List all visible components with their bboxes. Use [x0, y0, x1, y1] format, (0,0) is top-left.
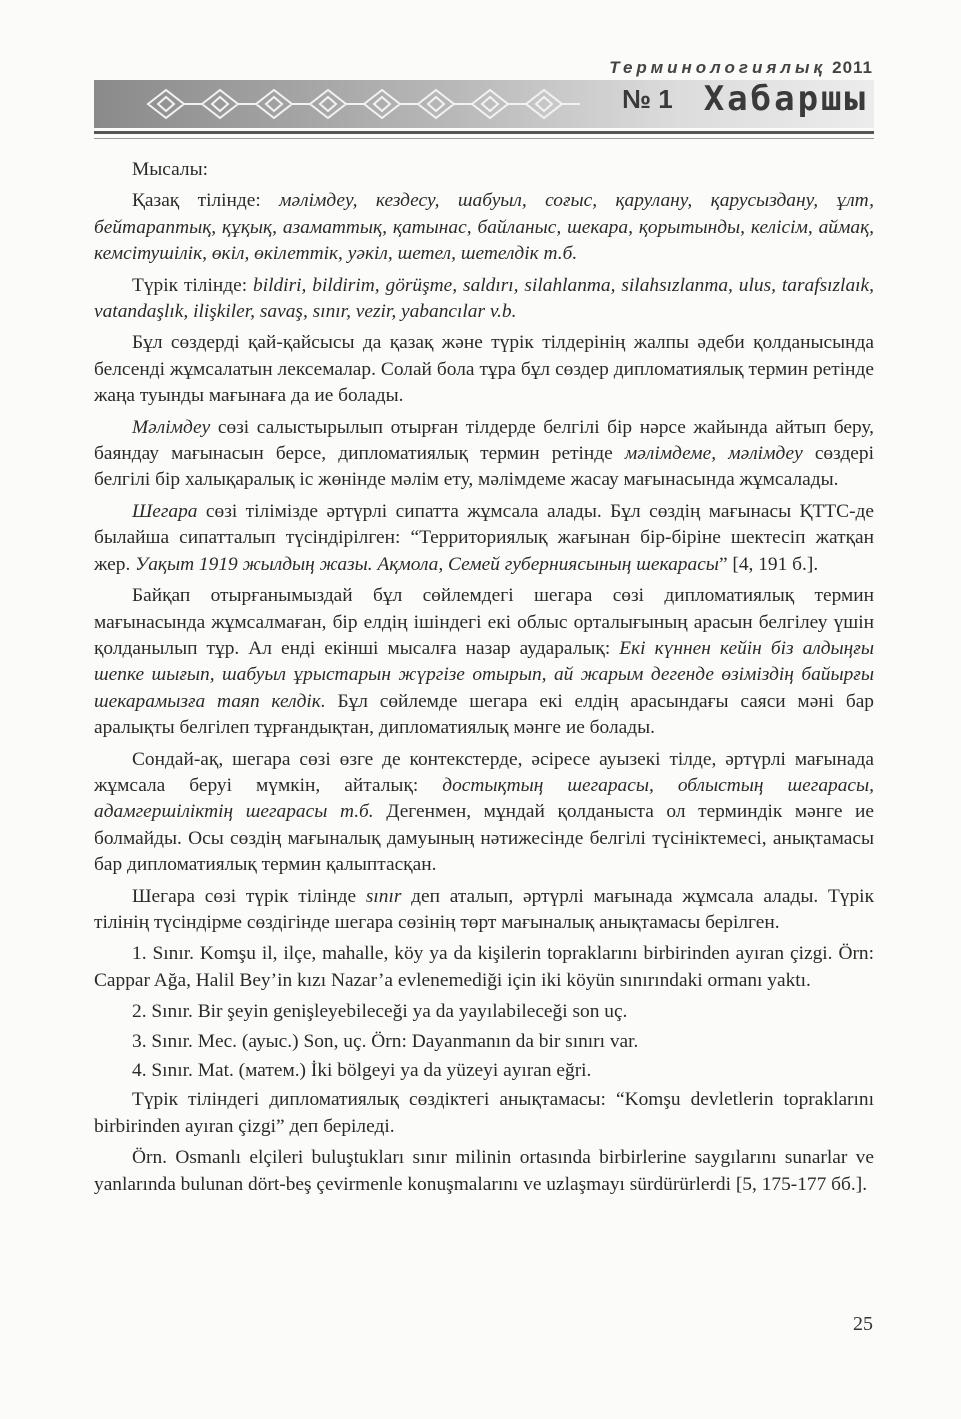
ornament-pattern-icon — [144, 86, 604, 122]
paragraph: Қазақ тілінде: мәлімдеу, кездесу, шабуыл, соғыс, қарулану, қарусыздану, ұлт, бейтараптық, құқық, азаматтық, қатынас, байланыс, шекара, қорытынды, келісім, аймақ, кемсітушілік, өкіл, өкілеттік, уәкіл, шетел, шетелдік т.б. — [94, 190, 874, 265]
list-item: 3. Sınır. Mec. (ауыс.) Son, uç. Örn: Dayanmanın da bir sınırı var. — [132, 1030, 639, 1052]
paragraph: Мәлімдеу сөзі салыстырылып отырған тілдерде белгілі бір нәрсе жайында айтып беру, баяндау мағынасын берсе, дипломатиялық термин ретінде мәлімдеме, мәлімдеу сөздері белгілі бір халықаралық іс жөнінде мәлім ету, мәлімдеме жасау мағынасында жұмсалады. — [94, 416, 874, 491]
list-item: 2. Sınır. Bir şeyin genişleyebileceği ya da yayılabileceği son uç. — [132, 1001, 628, 1023]
issue-year: 2011 — [832, 58, 873, 77]
header-rule-thin — [94, 138, 874, 139]
issue-number: № 1 — [622, 84, 673, 114]
journal-title: Хабаршы — [703, 80, 868, 119]
running-header-series — [609, 58, 873, 78]
header-banner — [94, 80, 874, 128]
list-item: 1. Sınır. Komşu il, ilçe, mahalle, köy ya da kişilerin topraklarını birbirinden ayıran çizgi. Örn: Cappar Ağa, Halil Bey’in kızı Nazar’a evlenemediği için iki köyün sınırındaki ormanı yaktı. — [94, 943, 874, 991]
paragraph: Мысалы: — [132, 159, 208, 180]
paragraph: Шегара сөзі тілімізде әртүрлі сипатта жұмсала алады. Бұл сөздің мағынасы ҚТТС-де былайша сипатталып түсіндірілген: “Территориялық жағынан бір-біріне шектесіп жатқан жер. Уақыт 1919 жылдың жазы. Ақмола, Семей губерниясының шекарасы” [4, 191 б.]. — [94, 500, 874, 575]
paragraph: Түрік тілінде: bildiri, bildirim, görüşme, saldırı, silahlanma, silahsızlanma, ulus, tarafsızlaık, vatandaşlık, ilişkiler, savaş, sınır, vezir, yabancılar v.b. — [94, 274, 874, 323]
header-rule — [94, 131, 874, 134]
paragraph: Шегара сөзі түрік тілінде sınır деп аталып, әртүрлі мағынада жұмсала алады. Түрік тілінің түсіндірме сөздігінде шегара сөзінің төрт мағыналық анықтамасы берілген. — [94, 885, 874, 933]
paragraph: Сондай-ақ, шегара сөзі өзге де контекстерде, әсіресе ауызекі тілде, әртүрлі мағынада жұмсала беруі мүмкін, айталық: достықтың шегарасы, облыстың шегарасы, адамгершіліктің шегарасы т.б. Дегенмен, мұндай қолданыста ол терминдік мәнге ие болмайды. Осы сөздің мағыналық дамуының нәтижесінде белгілі түсініктемесі, анықтамасы бар дипломатиялық термин қалыптасқан. — [94, 748, 874, 876]
paragraph: Örn. Osmanlı elçileri buluştukları sınır milinin ortasında birbirlerine saygılarını sunarlar ve yanlarında bulunan dört-beş çevirmenle konuşmalarını ve uzlaşmayı sürdürürlerdi [5, 175-177 бб.]. — [94, 1147, 874, 1195]
paragraph: Түрік тіліндегі дипломатиялық сөздіктегі анықтамасы: “Komşu devletlerin topraklarını birbirinden ayıran çizgi” деп беріледі. — [94, 1089, 874, 1137]
list-item: 4. Sınır. Mat. (матем.) İki bölgeyi ya da yüzeyi ayıran eğri. — [132, 1060, 592, 1081]
paragraph: Бұл сөздерді қай-қайсысы да қазақ және түрік тілдерінің жалпы әдеби қолданысында белсенді жұмсалатын лексемалар. Солай бола тұра бұл сөздер дипломатиялық термин ретінде жаңа туынды мағынаға да ие болады. — [94, 332, 874, 407]
series-title: Терминологиялық — [609, 58, 827, 77]
paragraph: Байқап отырғанымыздай бұл сөйлемдегі шегара сөзі дипломатиялық термин мағынасында жұмсалмаған, бір елдің ішіндегі екі облыс орталығының арасын белгілеу үшін қолданылып тұр. Ал енді екінші мысалға назар аударалық: Екі күннен кейін біз алдыңғы шепке шығып, шабуыл ұрыстарын жүргізе отырып, ай жарым дегенде өзіміздің байырғы шекарамызға таяп келдік. Бұл сөйлемде шегара екі елдің арасындағы саяси мәні бар аралықты белгілеп тұрғандықтан, дипломатиялық мәнге ие болады. — [94, 585, 874, 739]
page-number: 25 — [853, 1313, 873, 1335]
article-body — [94, 157, 874, 1203]
